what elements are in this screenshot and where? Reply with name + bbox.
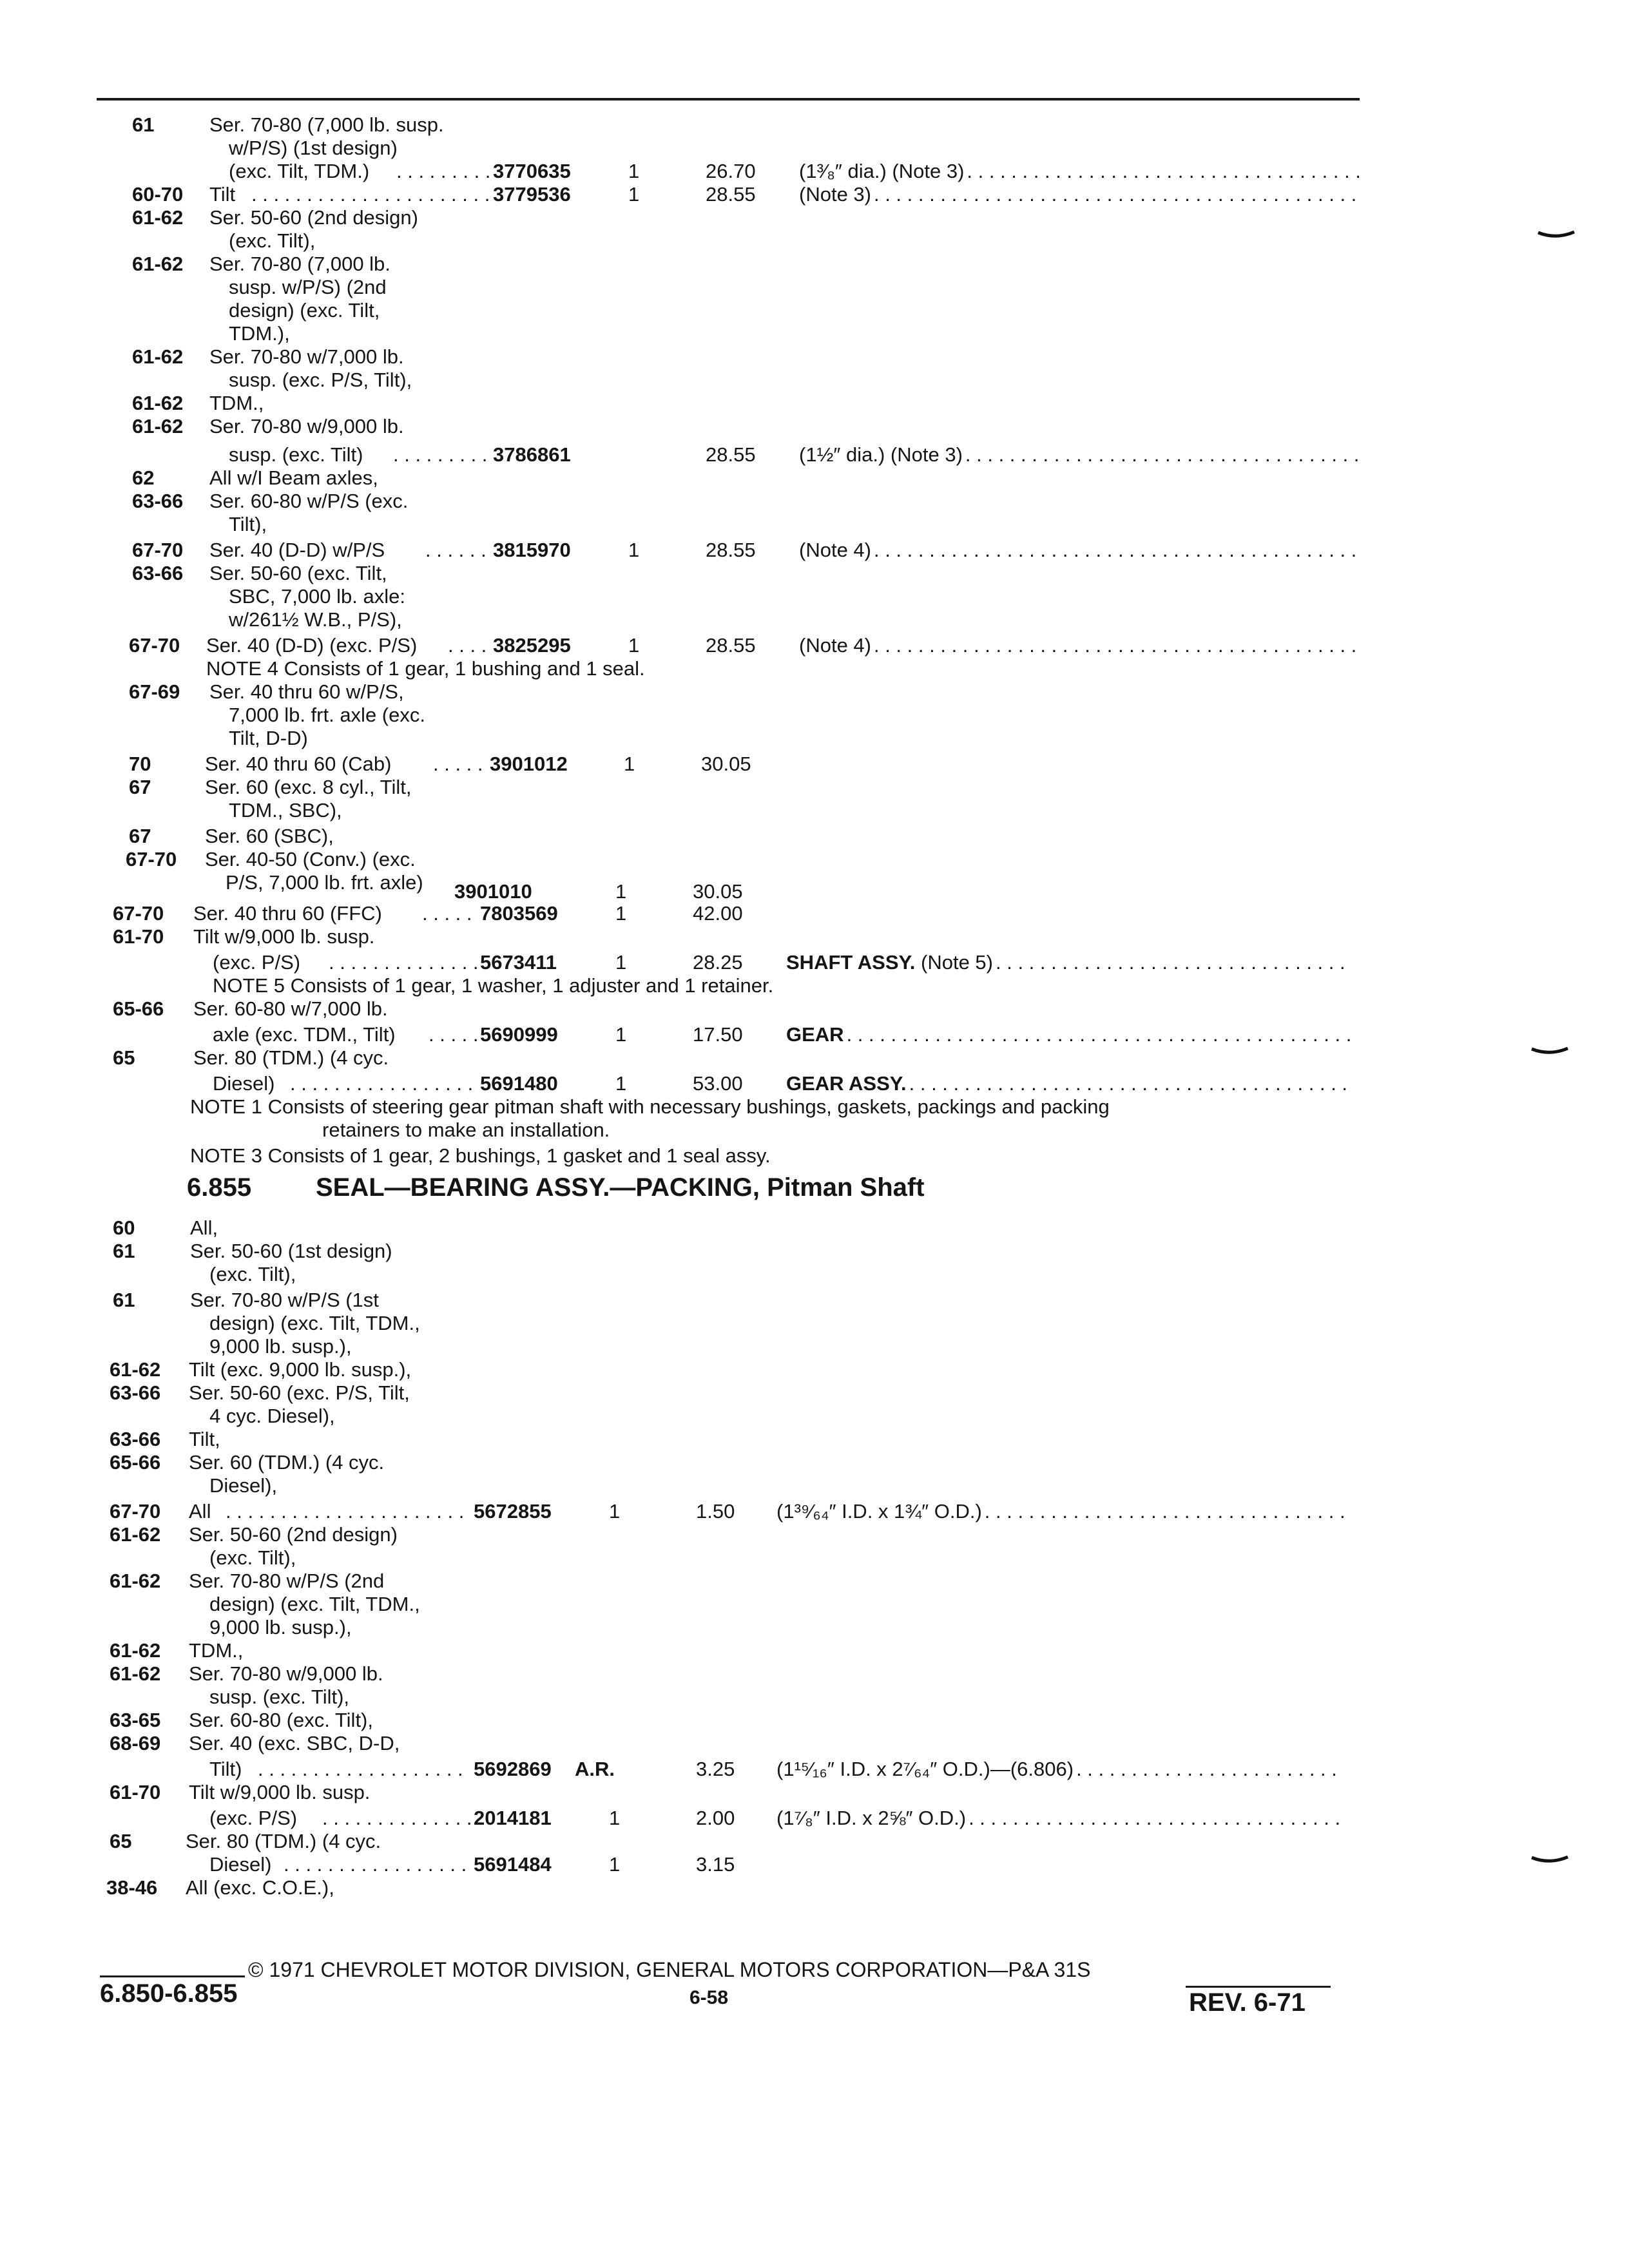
remark: GEAR bbox=[786, 1023, 844, 1046]
list-price: 28.55 bbox=[706, 443, 756, 466]
list-item bbox=[0, 1523, 1629, 1546]
application-description: All w/I Beam axles, bbox=[209, 466, 378, 489]
list-item bbox=[0, 585, 1629, 608]
remark: (1¹⁵⁄₁₆″ I.D. x 2⁷⁄₆₄″ O.D.)—(6.806) bbox=[776, 1758, 1074, 1780]
note: NOTE 3 Consists of 1 gear, 2 bushings, 1 gasket and 1 seal assy. bbox=[190, 1144, 771, 1167]
dot-leader bbox=[433, 753, 487, 776]
model-year: 38-46 bbox=[106, 1876, 158, 1899]
model-year: 61-62 bbox=[110, 1570, 161, 1592]
application-description: Ser. 60 (TDM.) (4 cyc. bbox=[189, 1451, 385, 1474]
model-year: 61-70 bbox=[110, 1781, 161, 1803]
model-year: 63-66 bbox=[110, 1428, 161, 1450]
quantity: 1 bbox=[615, 880, 627, 903]
dot-leader bbox=[448, 634, 490, 657]
dot-leader bbox=[874, 634, 1360, 657]
list-item bbox=[0, 1616, 1629, 1639]
list-item bbox=[0, 1358, 1629, 1381]
list-price: 3.15 bbox=[696, 1853, 735, 1876]
application-description: Tilt), bbox=[229, 513, 267, 535]
footer-page-number: 6-58 bbox=[689, 1987, 729, 2008]
application-description: Ser. 60-80 (exc. Tilt), bbox=[189, 1709, 373, 1731]
application-description: Ser. 40 (exc. SBC, D-D, bbox=[189, 1732, 400, 1754]
list-price: 26.70 bbox=[706, 160, 756, 182]
model-year: 63-65 bbox=[110, 1709, 161, 1731]
model-year: 61-62 bbox=[132, 253, 184, 275]
list-item bbox=[0, 443, 1629, 466]
model-year: 60 bbox=[113, 1216, 135, 1239]
application-description: (exc. Tilt), bbox=[209, 1263, 296, 1285]
application-description: Tilt, bbox=[189, 1428, 220, 1450]
model-year: 61-62 bbox=[110, 1639, 161, 1662]
application-description: (exc. P/S) bbox=[209, 1807, 298, 1829]
list-item bbox=[0, 1876, 1629, 1899]
list-item bbox=[0, 848, 1629, 871]
application-description: (exc. Tilt), bbox=[209, 1546, 296, 1569]
application-description: Ser. 40 thru 60 (FFC) bbox=[193, 902, 382, 925]
application-description: Ser. 50-60 (exc. P/S, Tilt, bbox=[189, 1381, 410, 1404]
application-description: Ser. 70-80 w/9,000 lb. bbox=[209, 415, 404, 437]
application-description: Ser. 60 (SBC), bbox=[205, 825, 334, 847]
list-item bbox=[0, 925, 1629, 948]
model-year: 63-66 bbox=[132, 562, 184, 584]
model-year: 65 bbox=[113, 1046, 135, 1069]
application-description: TDM.), bbox=[229, 322, 290, 345]
list-item bbox=[0, 1046, 1629, 1070]
footer-revision: REV. 6-71 bbox=[1189, 1988, 1306, 2017]
list-item bbox=[0, 1428, 1629, 1451]
application-description: Diesel), bbox=[209, 1474, 278, 1497]
note: retainers to make an installation. bbox=[322, 1119, 610, 1141]
list-price: 1.50 bbox=[696, 1500, 735, 1523]
model-year: 65-66 bbox=[110, 1451, 161, 1474]
list-item bbox=[0, 608, 1629, 631]
list-item bbox=[0, 513, 1629, 536]
footer-copyright: © 1971 CHEVROLET MOTOR DIVISION, GENERAL MOTORS CORPORATION—P&A 31S bbox=[248, 1958, 1091, 1981]
list-item bbox=[0, 1807, 1629, 1830]
quantity: 1 bbox=[624, 753, 635, 775]
application-description: Ser. 40-50 (Conv.) (exc. bbox=[205, 848, 416, 870]
application-description: (exc. Tilt, TDM.) bbox=[229, 160, 370, 182]
quantity: 1 bbox=[628, 183, 640, 206]
application-description: Ser. 70-80 (7,000 lb. bbox=[209, 253, 390, 275]
dot-leader bbox=[967, 160, 1360, 183]
quantity: 1 bbox=[615, 1023, 627, 1046]
list-item bbox=[0, 1732, 1629, 1755]
list-item bbox=[0, 1709, 1629, 1732]
application-description: 4 cyc. Diesel), bbox=[209, 1405, 335, 1427]
list-price: 17.50 bbox=[693, 1023, 743, 1046]
list-item bbox=[0, 1593, 1629, 1616]
part-number: 5692869 bbox=[474, 1758, 552, 1780]
list-item bbox=[0, 1381, 1629, 1405]
application-description: P/S, 7,000 lb. frt. axle) bbox=[226, 871, 423, 894]
model-year: 67-70 bbox=[132, 539, 184, 561]
list-price: 28.55 bbox=[706, 183, 756, 206]
model-year: 61-62 bbox=[132, 415, 184, 437]
part-number: 5691480 bbox=[480, 1072, 558, 1095]
application-description: Ser. 50-60 (2nd design) bbox=[189, 1523, 398, 1546]
application-description: All, bbox=[190, 1216, 218, 1239]
list-item bbox=[0, 704, 1629, 727]
quantity: 1 bbox=[628, 634, 640, 657]
note: NOTE 4 Consists of 1 gear, 1 bushing and 1 seal. bbox=[206, 657, 645, 680]
application-description: susp. (exc. Tilt), bbox=[209, 1686, 350, 1708]
binding-mark bbox=[1530, 1856, 1569, 1865]
application-description: design) (exc. Tilt, TDM., bbox=[209, 1312, 420, 1334]
list-item bbox=[0, 206, 1629, 229]
list-item bbox=[0, 1405, 1629, 1428]
remark: (Note 4) bbox=[799, 539, 871, 561]
application-description: Ser. 70-80 (7,000 lb. susp. bbox=[209, 113, 444, 136]
application-description: Ser. 40 (D-D) w/P/S bbox=[209, 539, 385, 561]
list-price: 42.00 bbox=[693, 902, 743, 925]
list-item bbox=[0, 490, 1629, 513]
application-description: Ser. 50-60 (2nd design) bbox=[209, 206, 418, 229]
quantity: 1 bbox=[628, 160, 640, 182]
model-year: 65-66 bbox=[113, 997, 164, 1020]
remark: GEAR ASSY. bbox=[786, 1072, 907, 1095]
footer-section-range: 6.850-6.855 bbox=[100, 1979, 238, 2008]
remark: (1⁷⁄₈″ I.D. x 2⅝″ O.D.) bbox=[776, 1807, 967, 1829]
dot-leader bbox=[429, 1023, 477, 1046]
quantity: A.R. bbox=[575, 1758, 615, 1780]
binding-mark bbox=[1530, 1047, 1569, 1056]
application-description: Ser. 80 (TDM.) (4 cyc. bbox=[186, 1830, 381, 1852]
list-item bbox=[0, 1263, 1629, 1286]
part-number: 3901012 bbox=[490, 753, 568, 775]
quantity: 1 bbox=[609, 1807, 621, 1829]
application-description: Ser. 40 thru 60 (Cab) bbox=[205, 753, 392, 775]
dot-leader bbox=[874, 539, 1360, 562]
dot-leader bbox=[847, 1023, 1350, 1046]
list-price: 28.55 bbox=[706, 539, 756, 561]
list-item bbox=[0, 415, 1629, 438]
part-number: 3770635 bbox=[493, 160, 571, 182]
list-item bbox=[0, 680, 1629, 704]
dot-leader bbox=[985, 1500, 1344, 1523]
quantity: 1 bbox=[615, 951, 627, 974]
dot-leader bbox=[284, 1853, 470, 1876]
list-item bbox=[0, 951, 1629, 974]
dot-leader bbox=[396, 160, 490, 183]
part-number: 5673411 bbox=[480, 951, 557, 974]
remark: (1½″ dia.) (Note 3) bbox=[799, 443, 963, 466]
dot-leader bbox=[258, 1758, 470, 1781]
list-item bbox=[0, 1216, 1629, 1240]
list-item bbox=[0, 1781, 1629, 1804]
dot-leader bbox=[422, 902, 477, 925]
list-item bbox=[0, 1335, 1629, 1358]
dot-leader bbox=[874, 183, 1360, 206]
application-description: TDM., SBC), bbox=[229, 799, 342, 822]
list-item bbox=[0, 825, 1629, 848]
model-year: 67 bbox=[129, 825, 151, 847]
list-item bbox=[0, 1240, 1629, 1263]
model-year: 61-62 bbox=[132, 206, 184, 229]
model-year: 61-62 bbox=[132, 345, 184, 368]
application-description: Tilt w/9,000 lb. susp. bbox=[193, 925, 375, 948]
footer-rule-right bbox=[1186, 1986, 1331, 1988]
model-year: 67-70 bbox=[110, 1500, 161, 1523]
footer-rule-left bbox=[100, 1975, 245, 1977]
part-number: 3901010 bbox=[454, 880, 532, 903]
application-description: Tilt, D-D) bbox=[229, 727, 308, 749]
application-description: susp. w/P/S) (2nd bbox=[229, 276, 387, 298]
list-item bbox=[0, 183, 1629, 206]
list-item bbox=[0, 466, 1629, 490]
list-item bbox=[0, 1758, 1629, 1781]
model-year: 65 bbox=[110, 1830, 132, 1852]
list-item bbox=[0, 1312, 1629, 1335]
application-description: Ser. 70-80 w/P/S (2nd bbox=[189, 1570, 385, 1592]
application-description: axle (exc. TDM., Tilt) bbox=[213, 1023, 396, 1046]
model-year: 61-62 bbox=[132, 392, 184, 414]
application-description: Ser. 70-80 w/7,000 lb. bbox=[209, 345, 404, 368]
list-item bbox=[0, 345, 1629, 369]
application-description: w/261½ W.B., P/S), bbox=[229, 608, 402, 631]
application-description: Diesel) bbox=[213, 1072, 275, 1095]
application-description: Ser. 70-80 w/P/S (1st bbox=[190, 1289, 379, 1311]
list-item bbox=[0, 276, 1629, 299]
list-item bbox=[0, 1023, 1629, 1046]
application-description: All (exc. C.O.E.), bbox=[186, 1876, 334, 1899]
model-year: 68-69 bbox=[110, 1732, 161, 1754]
quantity: 1 bbox=[609, 1500, 621, 1523]
model-year: 67-69 bbox=[129, 680, 180, 703]
list-item bbox=[0, 322, 1629, 345]
application-description: (exc. Tilt), bbox=[229, 229, 316, 252]
list-price: 28.55 bbox=[706, 634, 756, 657]
list-item bbox=[0, 1639, 1629, 1662]
application-description: Diesel) bbox=[209, 1853, 272, 1876]
part-number: 3786861 bbox=[493, 443, 571, 466]
list-item bbox=[0, 137, 1629, 160]
list-price: 30.05 bbox=[693, 880, 743, 903]
list-item bbox=[0, 1072, 1629, 1095]
list-item bbox=[0, 369, 1629, 392]
model-year: 61 bbox=[113, 1240, 135, 1262]
list-item bbox=[0, 799, 1629, 822]
list-item bbox=[0, 392, 1629, 415]
remark: SHAFT ASSY. (Note 5) bbox=[786, 951, 993, 974]
note: NOTE 5 Consists of 1 gear, 1 washer, 1 adjuster and 1 retainer. bbox=[213, 974, 774, 997]
application-description: Tilt w/9,000 lb. susp. bbox=[189, 1781, 371, 1803]
application-description: 9,000 lb. susp.), bbox=[209, 1335, 352, 1358]
application-description: design) (exc. Tilt, TDM., bbox=[209, 1593, 420, 1615]
model-year: 63-66 bbox=[110, 1381, 161, 1404]
dot-leader bbox=[965, 443, 1360, 466]
remark: (Note 3) bbox=[799, 183, 871, 206]
list-item bbox=[0, 1853, 1629, 1876]
dot-leader bbox=[251, 183, 490, 206]
application-description: design) (exc. Tilt, bbox=[229, 299, 380, 322]
application-description: susp. (exc. P/S, Tilt), bbox=[229, 369, 412, 391]
list-item bbox=[0, 1500, 1629, 1523]
application-description: Tilt bbox=[209, 183, 236, 206]
remark: (1³⁹⁄₆₄″ I.D. x 1¾″ O.D.) bbox=[776, 1500, 982, 1523]
list-price: 30.05 bbox=[701, 753, 751, 775]
list-item bbox=[0, 871, 1629, 903]
application-description: All bbox=[189, 1500, 211, 1523]
model-year: 67 bbox=[129, 776, 151, 798]
list-item bbox=[0, 113, 1629, 137]
dot-leader bbox=[226, 1500, 470, 1523]
list-item bbox=[0, 753, 1629, 776]
model-year: 61-70 bbox=[113, 925, 164, 948]
model-year: 61-62 bbox=[110, 1523, 161, 1546]
section-heading bbox=[187, 1173, 925, 1202]
section-number: 6.855 bbox=[187, 1173, 252, 1202]
list-item bbox=[0, 539, 1629, 562]
note: NOTE 1 Consists of steering gear pitman shaft with necessary bushings, gaskets, packings and packing bbox=[190, 1095, 1110, 1118]
application-description: Tilt (exc. 9,000 lb. susp.), bbox=[189, 1358, 412, 1381]
model-year: 63-66 bbox=[132, 490, 184, 512]
model-year: 60-70 bbox=[132, 183, 184, 206]
quantity: 1 bbox=[615, 1072, 627, 1095]
quantity: 1 bbox=[615, 902, 627, 925]
model-year: 61-62 bbox=[110, 1358, 161, 1381]
application-description: Ser. 80 (TDM.) (4 cyc. bbox=[193, 1046, 389, 1069]
application-description: Ser. 50-60 (exc. Tilt, bbox=[209, 562, 387, 584]
quantity: 1 bbox=[609, 1853, 621, 1876]
list-item bbox=[0, 1474, 1629, 1497]
remark: (Note 4) bbox=[799, 634, 871, 657]
model-year: 61 bbox=[132, 113, 155, 136]
list-price: 53.00 bbox=[693, 1072, 743, 1095]
dot-leader bbox=[290, 1072, 477, 1095]
application-description: w/P/S) (1st design) bbox=[229, 137, 398, 159]
list-item bbox=[0, 902, 1629, 925]
application-description: Ser. 40 thru 60 w/P/S, bbox=[209, 680, 404, 703]
list-price: 28.25 bbox=[693, 951, 743, 974]
list-item bbox=[0, 562, 1629, 585]
quantity: 1 bbox=[628, 539, 640, 561]
list-item bbox=[0, 1546, 1629, 1570]
model-year: 62 bbox=[132, 466, 155, 489]
dot-leader bbox=[996, 951, 1350, 974]
model-year: 67-70 bbox=[113, 902, 164, 925]
application-description: (exc. P/S) bbox=[213, 951, 301, 974]
remark: (1³⁄₈″ dia.) (Note 3) bbox=[799, 160, 965, 182]
list-item bbox=[0, 253, 1629, 276]
top-rule bbox=[97, 98, 1360, 101]
part-number: 5691484 bbox=[474, 1853, 552, 1876]
dot-leader bbox=[393, 443, 490, 466]
part-number: 5672855 bbox=[474, 1500, 552, 1523]
part-number: 3815970 bbox=[493, 539, 571, 561]
dot-leader bbox=[969, 1807, 1344, 1830]
application-description: Ser. 70-80 w/9,000 lb. bbox=[189, 1662, 383, 1685]
dot-leader bbox=[909, 1072, 1350, 1095]
application-description: Ser. 60-80 w/7,000 lb. bbox=[193, 997, 388, 1020]
model-year: 67-70 bbox=[126, 848, 177, 870]
part-number: 3825295 bbox=[493, 634, 571, 657]
list-item bbox=[0, 997, 1629, 1021]
dot-leader bbox=[1076, 1758, 1344, 1781]
application-description: TDM., bbox=[209, 392, 264, 414]
list-item bbox=[0, 1686, 1629, 1709]
model-year: 67-70 bbox=[129, 634, 180, 657]
application-description: susp. (exc. Tilt) bbox=[229, 443, 363, 466]
section-title: SEAL—BEARING ASSY.—PACKING, Pitman Shaft bbox=[316, 1173, 925, 1202]
list-price: 2.00 bbox=[696, 1807, 735, 1829]
list-item bbox=[0, 299, 1629, 322]
list-price: 3.25 bbox=[696, 1758, 735, 1780]
list-item bbox=[0, 1451, 1629, 1474]
dot-leader bbox=[329, 951, 477, 974]
application-description: TDM., bbox=[189, 1639, 244, 1662]
list-item bbox=[0, 1570, 1629, 1593]
list-item bbox=[0, 160, 1629, 183]
part-number: 7803569 bbox=[480, 902, 558, 925]
application-description: Tilt) bbox=[209, 1758, 242, 1780]
application-description: Ser. 60 (exc. 8 cyl., Tilt, bbox=[205, 776, 412, 798]
model-year: 70 bbox=[129, 753, 151, 775]
model-year: 61 bbox=[113, 1289, 135, 1311]
part-number: 2014181 bbox=[474, 1807, 552, 1829]
application-description: Ser. 50-60 (1st design) bbox=[190, 1240, 392, 1262]
list-item bbox=[0, 1830, 1629, 1853]
binding-mark bbox=[1537, 231, 1576, 240]
application-description: Ser. 60-80 w/P/S (exc. bbox=[209, 490, 409, 512]
list-item bbox=[0, 1662, 1629, 1686]
list-item bbox=[0, 776, 1629, 799]
list-item bbox=[0, 727, 1629, 750]
model-year: 61-62 bbox=[110, 1662, 161, 1685]
list-item bbox=[0, 1289, 1629, 1312]
application-description: SBC, 7,000 lb. axle: bbox=[229, 585, 405, 608]
part-number: 5690999 bbox=[480, 1023, 558, 1046]
dot-leader bbox=[425, 539, 490, 562]
list-item bbox=[0, 229, 1629, 253]
list-item bbox=[0, 634, 1629, 657]
dot-leader bbox=[322, 1807, 470, 1830]
part-number: 3779536 bbox=[493, 183, 571, 206]
application-description: 7,000 lb. frt. axle (exc. bbox=[229, 704, 425, 726]
application-description: Ser. 40 (D-D) (exc. P/S) bbox=[206, 634, 418, 657]
application-description: 9,000 lb. susp.), bbox=[209, 1616, 352, 1639]
